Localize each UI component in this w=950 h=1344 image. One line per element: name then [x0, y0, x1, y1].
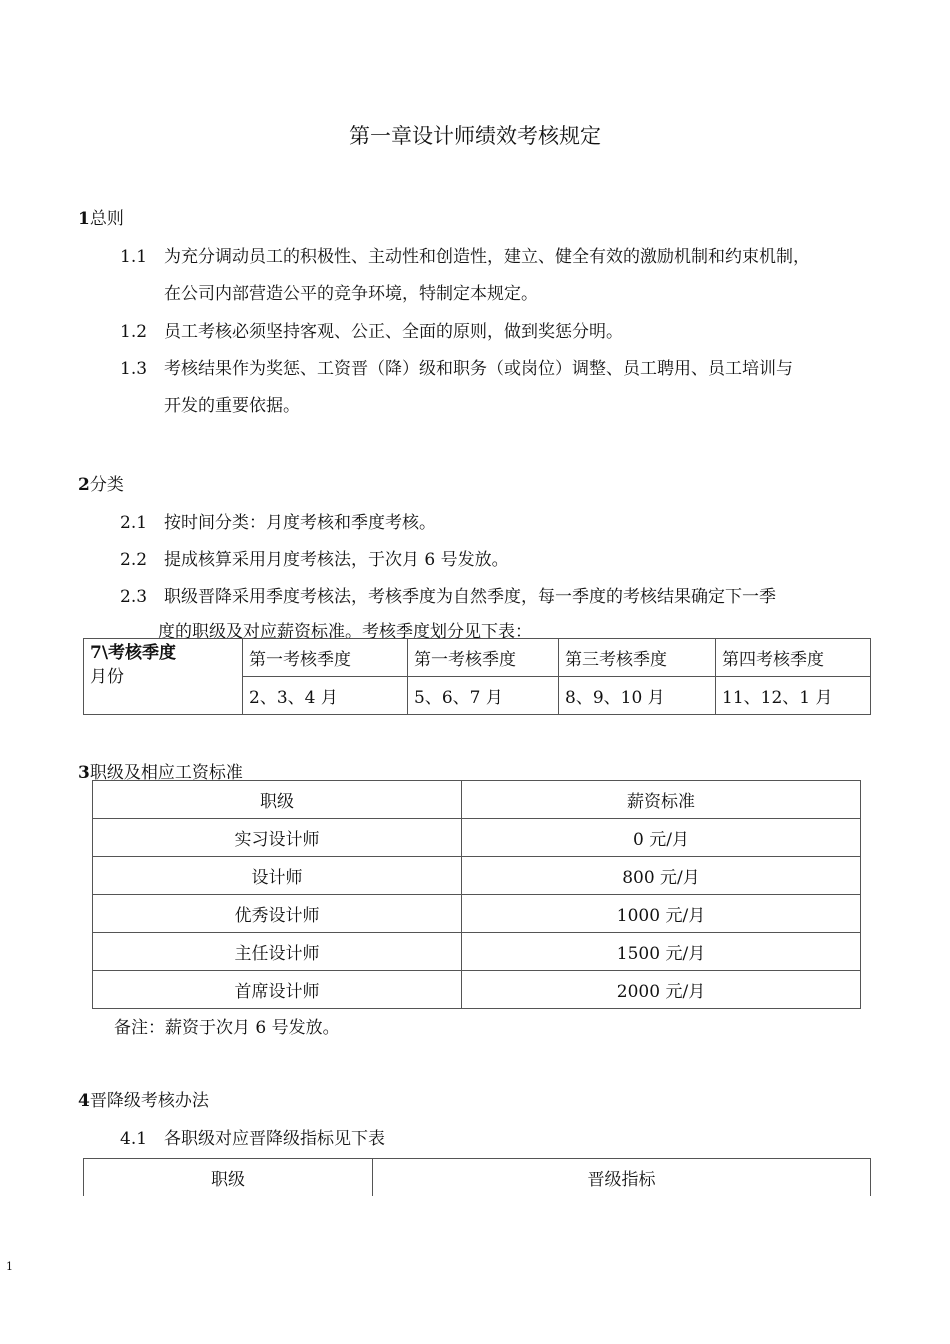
- salary-cell: 800 元/月: [462, 857, 861, 895]
- salary-note: 备注：薪资于次月 6 号发放。: [114, 1018, 340, 1038]
- promotion-table-header: 职级: [84, 1159, 373, 1197]
- section-3-heading: 3职级及相应工资标准: [78, 763, 243, 783]
- table-row: [93, 895, 861, 933]
- months-cell: 5、6、7 月: [408, 677, 559, 715]
- table-row: [93, 819, 861, 857]
- item-2-3-continued: 度的职级及对应薪资标准。考核季度划分见下表：: [158, 622, 532, 642]
- salary-table: [92, 780, 861, 1009]
- quarter-header: 第三考核季度: [559, 639, 716, 677]
- grade-cell: 实习设计师: [93, 819, 462, 857]
- item-1-3-continued: 开发的重要依据。: [164, 396, 300, 416]
- item-1-1: 1.1 为充分调动员工的积极性、主动性和创造性，建立、健全有效的激励机制和约束机制，: [120, 247, 810, 267]
- quarter-table-corner-cell: 7\考核季度 月份: [84, 639, 243, 715]
- table-row: [93, 971, 861, 1009]
- salary-cell: 1000 元/月: [462, 895, 861, 933]
- grade-cell: 首席设计师: [93, 971, 462, 1009]
- months-cell: 2、3、4 月: [243, 677, 408, 715]
- promotion-table-header: 晋级指标: [373, 1159, 871, 1197]
- salary-cell: 1500 元/月: [462, 933, 861, 971]
- item-1-3: 1.3 考核结果作为奖惩、工资晋（降）级和职务（或岗位）调整、员工聘用、员工培训与: [120, 359, 793, 379]
- promotion-table: [83, 1158, 871, 1196]
- table-row: [93, 857, 861, 895]
- page-number: 1: [6, 1260, 13, 1273]
- salary-cell: 2000 元/月: [462, 971, 861, 1009]
- item-4-1: 4.1 各职级对应晋降级指标见下表: [120, 1129, 385, 1149]
- item-1-2: 1.2 员工考核必须坚持客观、公正、全面的原则，做到奖惩分明。: [120, 322, 623, 342]
- quarter-header: 第一考核季度: [408, 639, 559, 677]
- quarter-header: 第四考核季度: [716, 639, 871, 677]
- grade-cell: 主任设计师: [93, 933, 462, 971]
- quarter-header: 第一考核季度: [243, 639, 408, 677]
- item-2-3: 2.3 职级晋降采用季度考核法，考核季度为自然季度，每一季度的考核结果确定下一季: [120, 587, 776, 607]
- salary-table-header: 薪资标准: [462, 781, 861, 819]
- table-row: [93, 933, 861, 971]
- grade-cell: 设计师: [93, 857, 462, 895]
- item-1-1-continued: 在公司内部营造公平的竞争环境，特制定本规定。: [164, 284, 538, 304]
- section-4-heading: 4晋降级考核办法: [78, 1091, 209, 1111]
- document-title: 第一章设计师绩效考核规定: [349, 124, 601, 148]
- item-2-1: 2.1 按时间分类：月度考核和季度考核。: [120, 513, 436, 533]
- months-cell: 8、9、10 月: [559, 677, 716, 715]
- section-1-heading: 1总则: [78, 209, 124, 229]
- quarter-table: [83, 638, 871, 715]
- months-cell: 11、12、1 月: [716, 677, 871, 715]
- salary-table-header: 职级: [93, 781, 462, 819]
- salary-cell: 0 元/月: [462, 819, 861, 857]
- grade-cell: 优秀设计师: [93, 895, 462, 933]
- section-2-heading: 2分类: [78, 475, 124, 495]
- item-2-2: 2.2 提成核算采用月度考核法，于次月 6 号发放。: [120, 550, 509, 570]
